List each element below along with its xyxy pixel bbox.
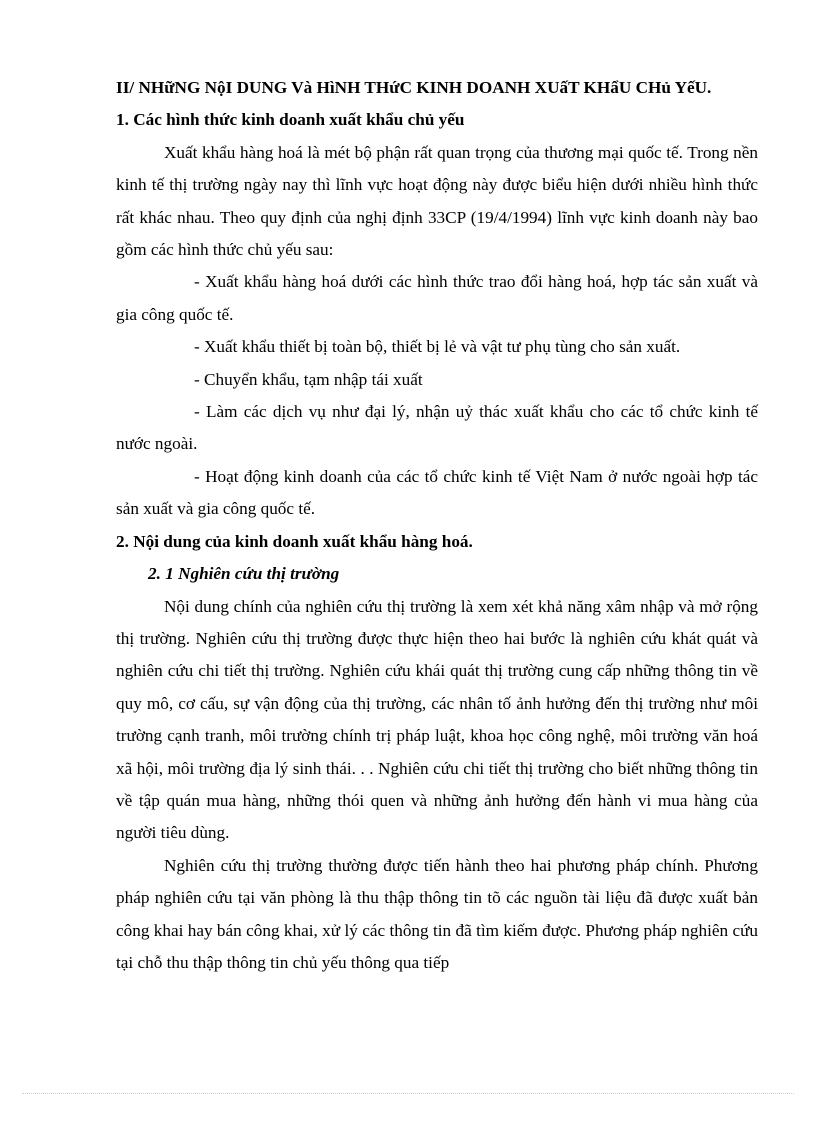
paragraph-2: Nội dung chính của nghiên cứu thị trường là xem xét khả năng xâm nhập và mở rộng thị trường. Nghiên cứu thị trường được thực hiện theo hai bước là nghiên cứu khát quát và nghiên cứu chi tiết thị trường. Nghiên cứu khái quát thị trường cung cấp những thông tin về quy mô, cơ cấu, sự vận động của thị trường, các nhân tố ảnh hưởng đến thị trường như môi trường cạnh tranh, môi trường chính trị pháp luật, khoa học công nghệ, môi trường văn hoá xã hội, môi trường địa lý sinh thái. . . Nghiên cứu chi tiết thị trường cho biết những thông tin về tập quán mua hàng, những thói quen và những ảnh hưởng đến hành vi mua hàng của người tiêu dùng. [116,596,758,843]
bullet-item: - Làm các dịch vụ như đại lý, nhận uỷ thác xuất khẩu cho các tổ chức kinh tế nước ngoài. [116,402,758,454]
paragraph-1: Xuất khẩu hàng hoá là mét bộ phận rất quan trọng của thương mại quốc tế. Trong nền kinh tế thị trường ngày nay thì lĩnh vực hoạt động này được biểu hiện dưới nhiều hình thức rất khác nhau. Theo quy định của nghị định 33CP (19/4/1994) lĩnh vực kinh doanh này bao gồm các hình thức chủ yếu sau: [116,142,758,260]
heading-2: 2. Nội dung của kinh doanh xuất khẩu hàng hoá. [116,531,473,551]
heading-2-1: 2. 1 Nghiên cứu thị trường [148,564,340,584]
heading-1: 1. Các hình thức kinh doanh xuất khẩu chủ yếu [116,110,465,130]
bullet-item: - Chuyển khẩu, tạm nhập tái xuất [194,369,423,389]
bullet-item: - Xuất khẩu thiết bị toàn bộ, thiết bị lẻ và vật tư phụ tùng cho sản xuất. [194,337,681,357]
document-page [116,72,758,979]
bullet-item: - Xuất khẩu hàng hoá dưới các hình thức trao đổi hàng hoá, hợp tác sản xuất và gia công quốc tế. [116,272,758,324]
paragraph-3: Nghiên cứu thị trường thường được tiến hành theo hai phương pháp chính. Phương pháp nghiên cứu tại văn phòng là thu thập thông tin tõ các nguồn tài liệu đã được xuất bản công khai hay bán công khai, xử lý các thông tin đã tìm kiếm được. Phương pháp nghiên cứu tại chỗ thu thập thông tin chủ yếu thông qua tiếp [116,855,758,972]
section-title: II/ NHữNG NộI DUNG Và HìNH THứC KINH DOANH XUấT KHẩU CHủ YếU. [116,78,712,97]
bullet-item: - Hoạt động kinh doanh của các tổ chức kinh tế Việt Nam ở nước ngoài hợp tác sản xuất và gia công quốc tế. [116,466,758,519]
page-bottom-divider [22,1093,794,1094]
